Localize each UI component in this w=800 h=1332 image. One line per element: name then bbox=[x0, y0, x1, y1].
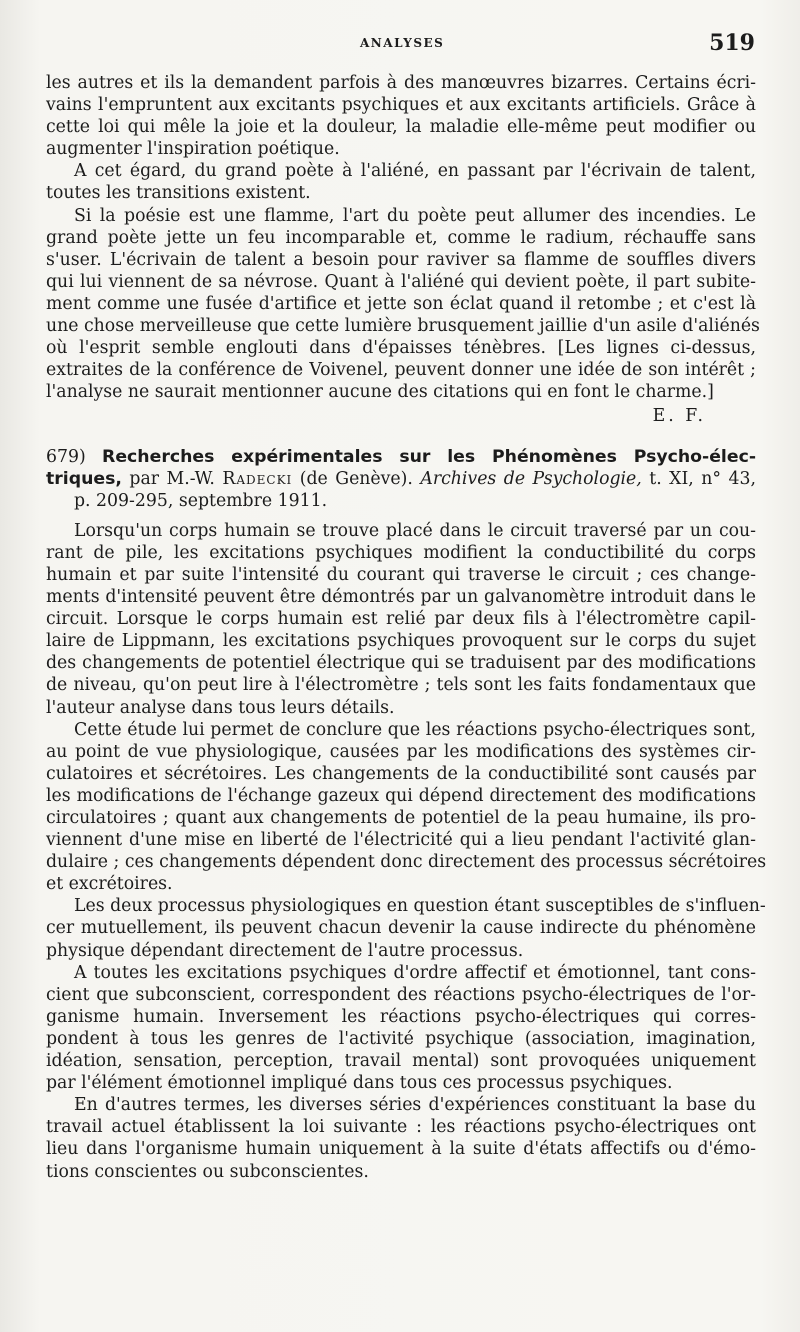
heading-gap bbox=[46, 512, 756, 520]
journal-volume: t. XI, n° 43, bbox=[641, 468, 756, 489]
heading-line-1 bbox=[46, 446, 756, 468]
text-line: augmenter l'inspiration poétique. bbox=[46, 139, 340, 160]
review-1-paragraph-1 bbox=[46, 72, 756, 160]
text-line: où l'esprit semble englouti dans d'épaisses ténèbres. [Les lignes ci-dessus, bbox=[46, 338, 756, 359]
text-line: cient que subconscient, correspondent des réactions psycho-électriques de l'or- bbox=[46, 984, 756, 1005]
review-1-paragraph-2 bbox=[46, 160, 756, 204]
text-line: par l'élément émotionnel impliqué dans tous ces processus psychiques. bbox=[46, 1073, 673, 1094]
text-line: Cette étude lui permet de conclure que les réactions psycho-électriques sont, bbox=[74, 719, 756, 740]
text-line: les modifications de l'échange gazeux qui dépend directement des modifications bbox=[46, 785, 756, 806]
text-line: rant de pile, les excitations psychiques modifient la conductibilité du corps bbox=[46, 542, 756, 563]
journal-name: Archives de Psychologie, bbox=[420, 468, 642, 489]
section-gap bbox=[46, 428, 756, 446]
text-line: s'user. L'écrivain de talent a besoin pour raviver sa flamme de souffles divers bbox=[46, 249, 756, 270]
text-line: lieu dans l'organisme humain uniquement à la suite d'états affectifs ou d'émo- bbox=[46, 1139, 756, 1160]
text-line: au point de vue physiologique, causées par les modifications des systèmes cir- bbox=[46, 741, 756, 762]
text-line: de niveau, qu'on peut lire à l'électromètre ; tels sont les faits fondamentaux que bbox=[46, 675, 756, 696]
text-line: physique dépendant directement de l'autre processus. bbox=[46, 940, 524, 961]
text-line: Si la poésie est une flamme, l'art du poète peut allumer des incendies. Le bbox=[74, 205, 756, 226]
text-line: En d'autres termes, les diverses séries d'expériences constituant la base du bbox=[74, 1095, 756, 1116]
text-line: une chose merveilleuse que cette lumière brusquement jaillie d'un asile d'aliénés bbox=[46, 316, 760, 337]
text-line: Les deux processus physiologiques en question étant susceptibles de s'influen- bbox=[74, 896, 766, 917]
page-number: 519 bbox=[709, 30, 755, 56]
text-line: grand poète jette un feu incomparable et, comme le radium, réchauffe sans bbox=[46, 227, 756, 248]
text-line: idéation, sensation, perception, travail mental) sont provoquées uniquement bbox=[46, 1051, 756, 1072]
review-2-paragraph-2 bbox=[46, 719, 767, 896]
text-line: et excrétoires. bbox=[46, 874, 173, 895]
review-2-heading bbox=[46, 446, 756, 512]
text-line: les autres et ils la demandent parfois à des manœuvres bizarres. Certains écri- bbox=[46, 73, 756, 93]
author-suffix: (de Genève). bbox=[292, 468, 421, 489]
text-line: des changements de potentiel électrique qui se traduisent par des modifications bbox=[46, 653, 756, 674]
text-line: humain et par suite l'intensité du courant qui traverse le circuit ; ces change- bbox=[46, 564, 756, 585]
text-line: cer mutuellement, ils peuvent chacun devenir la cause indirecte du phénomène bbox=[46, 918, 756, 939]
text-line: tions conscientes ou subconscientes. bbox=[46, 1161, 369, 1182]
review-2-paragraph-4 bbox=[46, 962, 756, 1095]
text-line: viennent d'une mise en liberté de l'électricité qui a lieu pendant l'activité glan- bbox=[46, 830, 756, 851]
heading-line-3: p. 209-295, septembre 1911. bbox=[74, 490, 328, 511]
text-line: culatoires et sécrétoires. Les changements de la conductibilité sont causés par bbox=[46, 763, 756, 784]
text-line: circuit. Lorsque le corps humain est relié par deux fils à l'électromètre capil- bbox=[46, 609, 756, 630]
entry-title: Recherches expérimentales sur les Phénomènes Psycho-élec- bbox=[102, 446, 756, 467]
heading-line-2 bbox=[46, 468, 756, 490]
review-2-paragraph-1 bbox=[46, 520, 756, 719]
text-line: A cet égard, du grand poète à l'aliéné, en passant par l'écrivain de talent, bbox=[74, 161, 756, 182]
entry-title-cont: triques, bbox=[46, 468, 122, 489]
text-line: Lorsqu'un corps humain se trouve placé dans le circuit traversé par un cou- bbox=[74, 520, 756, 541]
text-line: laire de Lippmann, les excitations psychiques provoquent sur le corps du sujet bbox=[46, 631, 756, 652]
text-line: qui lui viennent de sa névrose. Quant à l'aliéné qui devient poète, il part subite- bbox=[46, 271, 756, 292]
page-header bbox=[40, 30, 755, 60]
text-line: ment comme une fusée d'artifice et jette son éclat quand il retombe ; et c'est là bbox=[46, 293, 756, 314]
text-line: l'auteur analyse dans tous leurs détails. bbox=[46, 697, 395, 718]
text-line: vains l'empruntent aux excitants psychiques et aux excitants artificiels. Grâce à bbox=[46, 95, 756, 116]
review-2-paragraph-5 bbox=[46, 1094, 756, 1182]
text-line: toutes les transitions existent. bbox=[46, 183, 311, 204]
text-line: cette loi qui mêle la joie et la douleur, la maladie elle-même peut modifier ou bbox=[46, 117, 756, 138]
text-line: circulatoires ; quant aux changements de potentiel de la peau humaine, ils pro- bbox=[46, 808, 756, 828]
text-line: A toutes les excitations psychiques d'ordre affectif et émotionnel, tant cons- bbox=[74, 962, 756, 983]
author-prefix: par M.-W. bbox=[121, 468, 223, 489]
running-title: ANALYSES bbox=[360, 36, 445, 50]
text-line: ments d'intensité peuvent être démontrés par un galvanomètre introduit dans le bbox=[46, 587, 756, 608]
author-name: Radecki bbox=[222, 468, 293, 489]
review-1-signature: E. F. bbox=[652, 406, 706, 427]
entry-number: 679) bbox=[46, 446, 86, 467]
text-line: l'analyse ne saurait mentionner aucune des citations qui en font le charme.] bbox=[46, 382, 714, 403]
review-2-paragraph-3 bbox=[46, 895, 766, 961]
text-line: extraites de la conférence de Voivenel, peuvent donner une idée de son intérêt ; bbox=[46, 360, 756, 381]
review-1-paragraph-3 bbox=[46, 205, 760, 404]
text-line: pondent à tous les genres de l'activité psychique (association, imagination, bbox=[46, 1028, 756, 1049]
text-line: ganisme humain. Inversement les réactions psycho-électriques qui corres- bbox=[46, 1006, 756, 1027]
page-body bbox=[46, 72, 767, 1183]
text-line: travail actuel établissent la loi suivante : les réactions psycho-électriques ont bbox=[46, 1117, 756, 1138]
text-line: dulaire ; ces changements dépendent donc directement des processus sécrétoires bbox=[46, 852, 767, 873]
